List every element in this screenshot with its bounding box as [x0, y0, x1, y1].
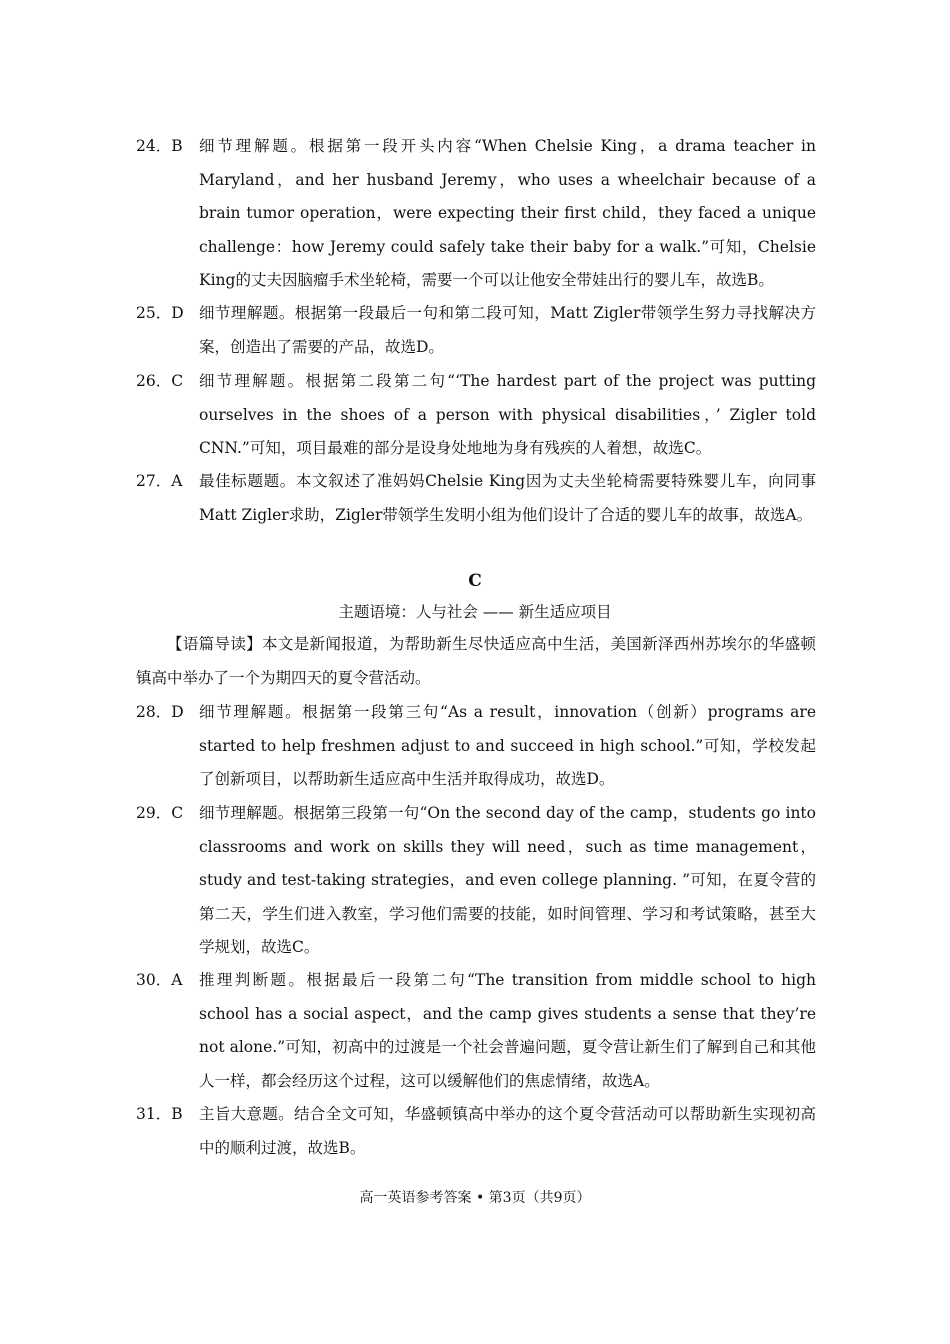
- answer-number: 31．B: [136, 1105, 183, 1123]
- answer-explanation: 细节理解题。根据第二段第二句“‘The hardest part of the project was putting ourselves in the shoes of a person with physical disabilities，’ Zigler told CNN.”可知，项目最难的部分是设身处地地为身有残疾的人着想，故选C。: [199, 372, 816, 458]
- answer-explanation: 主旨大意题。结合全文可知，华盛顿镇高中举办的这个夏令营活动可以帮助新生实现初高中的顺利过渡，故选B。: [199, 1105, 816, 1157]
- answer-explanation: 细节理解题。根据第三段第一句“On the second day of the camp，students go into classrooms and work on skills they will need，such as time management，study and test-taking strategies，and even college planning. ”可知，在夏令营的第二天，学生们进入教室，学习他们需要的技能，如时间管理、学习和考试策略，甚至大学规划，故选C。: [199, 804, 816, 957]
- answer-explanation: 细节理解题。根据第一段开头内容“When Chelsie King，a drama teacher in Maryland，and her husband Jeremy，who uses a wheelchair because of a brain tumor operation，were expecting their first child，they faced a unique challenge：how Jeremy could safely take their baby for a walk.”可知，Chelsie King的丈夫因脑瘤手术坐轮椅，需要一个可以让他安全带娃出行的婴儿车，故选B。: [199, 137, 816, 290]
- answer-number: 25．D: [136, 304, 184, 322]
- answer-explanation: 最佳标题题。本文叙述了准妈妈Chelsie King因为丈夫坐轮椅需要特殊婴儿车，向同事Matt Zigler求助，Zigler带领学生发明小组为他们设计了合适的婴儿车的故事，故选A。: [199, 472, 816, 524]
- answer-item-31: [136, 1098, 816, 1165]
- answer-item-24: [136, 130, 816, 298]
- answer-explanation: 细节理解题。根据第一段第三句“As a result，innovation（创新）programs are started to help freshmen adjust to and succeed in high school.”可知，学校发起了创新项目，以帮助新生适应高中生活并取得成功，故选D。: [199, 703, 816, 789]
- answer-number: 27．A: [136, 472, 183, 490]
- answer-number: 24．B: [136, 137, 183, 155]
- answer-number: 26．C: [136, 372, 184, 390]
- answer-item-25: [136, 297, 816, 364]
- answer-item-30: [136, 964, 816, 1098]
- answer-item-28: [136, 696, 816, 797]
- answer-item-29: [136, 797, 816, 965]
- section-theme: 主题语境：人与社会 —— 新生适应项目: [338, 603, 612, 621]
- passage-guide: 【语篇导读】本文是新闻报道，为帮助新生尽快适应高中生活，美国新泽西州苏埃尔的华盛顿镇高中举办了一个为期四天的夏令营活动。: [136, 635, 816, 687]
- answer-number: 30．A: [136, 971, 183, 989]
- answer-number: 29．C: [136, 804, 184, 822]
- answer-item-27: [136, 465, 816, 532]
- answer-number: 28．D: [136, 703, 184, 721]
- answer-item-26: [136, 365, 816, 466]
- page-footer: 高一英语参考答案 • 第3页（共9页）: [359, 1190, 591, 1206]
- answer-explanation: 细节理解题。根据第一段最后一句和第二段可知，Matt Zigler带领学生努力寻找解决方案，创造出了需要的产品，故选D。: [199, 304, 816, 356]
- answer-explanation: 推理判断题。根据最后一段第二句“The transition from middle school to high school has a social aspect，and the camp gives students a sense that they’re not alone.”可知，初高中的过渡是一个社会普遍问题，夏令营让新生们了解到自己和其他人一样，都会经历这个过程，这可以缓解他们的焦虑情绪，故选A。: [199, 971, 816, 1090]
- section-heading: C: [468, 571, 482, 591]
